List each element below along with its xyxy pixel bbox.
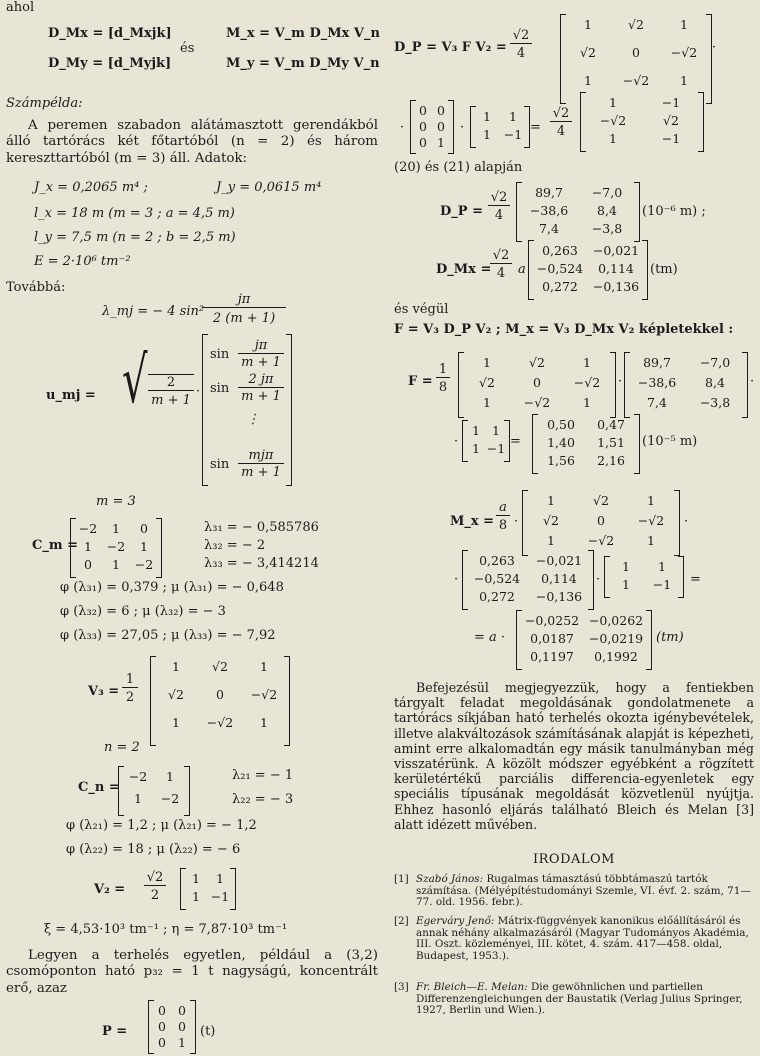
cm-matrix-cell: −2 — [78, 521, 98, 536]
f-m4-cell: 1,40 — [547, 435, 575, 450]
mx-m4-cell: 0,1197 — [530, 649, 574, 664]
lambda21: λ₂₁ = − 1 — [232, 768, 294, 783]
cn-label: C_n = — [78, 780, 120, 795]
my-definition: M_y = V_m D_My V_n — [226, 56, 380, 71]
f-frac-den: 8 — [438, 380, 448, 395]
v3-matrix-cell: 1 — [260, 659, 268, 674]
dp2-m-cell: −38,6 — [529, 203, 569, 218]
f-m3-cell: 1 — [472, 441, 480, 456]
cm-matrix-cell: −2 — [134, 557, 154, 572]
phi33-line: φ (λ₃₃) = 27,05 ; μ (λ₃₃) = − 7,92 — [60, 628, 276, 643]
ly-value: l_y = 7,5 m (n = 2 ; b = 2,5 m) — [34, 230, 236, 245]
phi22-line: φ (λ₂₂) = 18 ; μ (λ₂₂) = − 6 — [66, 842, 241, 857]
cm-label: C_m = — [32, 538, 79, 553]
dp-m4-cell: −1 — [661, 95, 681, 110]
jy-value: J_y = 0,0615 m⁴ — [216, 180, 322, 195]
p-matrix-cell: 0 — [178, 1003, 186, 1018]
dp2-frac-num: √2 — [488, 190, 510, 206]
irodalom-heading: IRODALOM — [533, 852, 615, 867]
tovabba-word: Továbbá: — [6, 280, 66, 295]
dp2-m-cell: −3,8 — [591, 221, 623, 236]
dot-operator: · — [596, 572, 601, 587]
mx-m4-cell: −0,0219 — [588, 631, 644, 646]
reference-text: Mátrix-függvények kanonikus előállításáról és annak néhány alkalmazásáról (Magyar Tudományos Akadémia, III. Oszt. közleményei, III. kötet, 4. szám. 417—458. oldal, Budapest, 1953.). — [416, 915, 749, 962]
cm-matrix-cell: −2 — [106, 539, 126, 554]
v3-matrix-cell: 0 — [216, 687, 224, 702]
v2-label: V₂ = — [94, 882, 126, 897]
p-unit: (t) — [200, 1024, 216, 1039]
lx-value: l_x = 18 m (m = 3 ; a = 4,5 m) — [34, 206, 235, 221]
dp-frac-num: √2 — [510, 28, 532, 44]
f-m4-cell: 0,50 — [547, 417, 575, 432]
mx-m1-cell: 1 — [647, 533, 655, 548]
dp-m1-cell: −√2 — [670, 45, 698, 60]
szampelda-heading: Számpélda: — [6, 96, 83, 111]
cm-matrix-cell: 0 — [84, 557, 92, 572]
mx-m3-cell: 1 — [622, 559, 630, 574]
mx-label: M_x = — [450, 514, 495, 529]
lambda-denominator: 2 (m + 1) — [212, 311, 276, 326]
dp2-m-cell: 7,4 — [539, 221, 559, 236]
dp-m1-cell: 1 — [680, 17, 688, 32]
v3-label: V₃ = — [88, 684, 120, 699]
dot-operator: · — [460, 120, 465, 135]
f-m1-cell: 1 — [583, 355, 591, 370]
lambda-numerator: jπ — [202, 292, 286, 308]
dp2-label: D_P = — [440, 204, 483, 219]
v2-matrix-cell: 1 — [192, 871, 200, 886]
u-row-numerator: jπ — [238, 338, 284, 354]
cm-matrix-cell: 1 — [140, 539, 148, 554]
v3-matrix-cell: −√2 — [206, 715, 234, 730]
mx-m2-cell: −0,136 — [535, 589, 583, 604]
f-equals: = — [510, 434, 521, 449]
mx-frac-den: 8 — [498, 518, 508, 533]
f-m4-cell: 1,56 — [547, 453, 575, 468]
f-m3-cell: 1 — [492, 423, 500, 438]
ahol-word: ahol — [6, 0, 35, 15]
dp-m2-cell: 0 — [437, 103, 445, 118]
lambda-lhs: λ_mj = − 4 sin² — [102, 304, 205, 319]
dmx-unit: (tm) — [650, 262, 678, 277]
mx-m2-cell: 0,114 — [541, 571, 577, 586]
v3-frac-den: 2 — [125, 690, 135, 705]
mx-m4-cell: 0,0187 — [530, 631, 574, 646]
m-equals-3: m = 3 — [96, 494, 136, 509]
mx-frac-num: a — [496, 500, 510, 516]
dmx-frac-num: √2 — [490, 248, 512, 264]
v2-matrix-cell: −1 — [210, 889, 230, 904]
v3-frac-num: 1 — [122, 672, 138, 688]
dp2-m-cell: 8,4 — [597, 203, 617, 218]
v2-matrix-cell: 1 — [192, 889, 200, 904]
lambda32: λ₃₂ = − 2 — [204, 538, 266, 553]
u-row-denominator: m + 1 — [241, 389, 281, 404]
dp-m4-cell: −1 — [661, 131, 681, 146]
mx-m4-cell: −0,0262 — [588, 613, 644, 628]
dp2-m-cell: 89,7 — [535, 185, 563, 200]
dp2-unit: (10⁻⁶ m) ; — [642, 204, 706, 219]
reference-number: [1] — [394, 873, 409, 885]
lambda31: λ₃₁ = − 0,585786 — [204, 520, 319, 535]
v3-matrix-cell: 1 — [260, 715, 268, 730]
p-matrix-cell: 0 — [158, 1035, 166, 1050]
dmx-m-cell: −0,021 — [592, 243, 640, 258]
f-m2-cell: −38,6 — [637, 375, 677, 390]
es-word: és — [180, 41, 195, 56]
reference-author: Szabó János: — [416, 873, 487, 885]
dp-m4-cell: √2 — [663, 113, 679, 128]
p-matrix-cell: 1 — [178, 1035, 186, 1050]
u-lhs: u_mj = — [46, 388, 96, 403]
phi32-line: φ (λ₃₂) = 6 ; μ (λ₃₂) = − 3 — [60, 604, 226, 619]
dp-m4-cell: 1 — [609, 95, 617, 110]
dmx-definition: D_Mx = [d_Mxjk] — [48, 26, 172, 41]
dp-m2-cell: 0 — [419, 135, 427, 150]
es-vegul: és végül — [394, 302, 449, 317]
cn-matrix-cell: 1 — [166, 769, 174, 784]
f-m1-cell: 1 — [483, 395, 491, 410]
f-m1-cell: −√2 — [573, 375, 601, 390]
mx-m1-cell: −√2 — [637, 513, 665, 528]
reference-number: [3] — [394, 981, 409, 993]
phi21-line: φ (λ₂₁) = 1,2 ; μ (λ₂₁) = − 1,2 — [66, 818, 257, 833]
lambda22: λ₂₂ = − 3 — [232, 792, 294, 807]
dp-frac2-num: √2 — [550, 106, 572, 122]
e-value: E = 2·10⁶ tm⁻² — [34, 254, 131, 269]
reference-number: [2] — [394, 915, 409, 927]
dot-operator: · — [196, 384, 201, 399]
p-matrix-cell: 0 — [158, 1003, 166, 1018]
f-m2-cell: 7,4 — [647, 395, 667, 410]
dp-label: D_P = V₃ F V₂ = — [394, 40, 507, 55]
reference-entry — [416, 916, 752, 962]
mx-m1-cell: 1 — [547, 533, 555, 548]
dmx-frac-den: 4 — [496, 266, 506, 281]
formula-line: F = V₃ D_P V₂ ; M_x = V₃ D_Mx V₂ képletekkel : — [394, 322, 734, 337]
phi31-line: φ (λ₃₁) = 0,379 ; μ (λ₃₁) = − 0,648 — [60, 580, 284, 595]
mx-m1-cell: 1 — [647, 493, 655, 508]
mx-m2-cell: −0,524 — [473, 571, 521, 586]
mx-m1-cell: −√2 — [587, 533, 615, 548]
dp-m3-cell: −1 — [503, 127, 523, 142]
v3-matrix-cell: √2 — [168, 687, 184, 702]
mx-unit: (tm) — [656, 630, 684, 645]
f-m2-cell: −7,0 — [699, 355, 731, 370]
dp-frac2-den: 4 — [556, 124, 566, 139]
mx-m1-cell: √2 — [543, 513, 559, 528]
dot-operator: · — [454, 434, 459, 449]
xi-eta-line: ξ = 4,53·10³ tm⁻¹ ; η = 7,87·10³ tm⁻¹ — [44, 922, 288, 937]
mx-m1-cell: 1 — [547, 493, 555, 508]
f-m3-cell: 1 — [472, 423, 480, 438]
f-m1-cell: 1 — [583, 395, 591, 410]
mx-m2-cell: 0,272 — [479, 589, 515, 604]
p-matrix-cell: 0 — [178, 1019, 186, 1034]
dmx-m-cell: 0,114 — [598, 261, 634, 276]
cm-matrix-cell: 1 — [112, 521, 120, 536]
mx-m2-cell: 0,263 — [479, 553, 515, 568]
f-m4-cell: 0,47 — [597, 417, 625, 432]
reference-entry — [416, 874, 752, 909]
u-row-numerator: mjπ — [238, 448, 284, 464]
load-paragraph: Legyen a terhelés egyetlen, például a (3,2) csomóponton ható p₃₂ = 1 t nagyságú, koncentrált erő, azaz — [6, 948, 378, 996]
dp-m1-cell: 0 — [632, 45, 640, 60]
intro-paragraph: A peremen szabadon alátámasztott gerendákból álló tartórács két főtartóból (n = 2) és három kereszttartóból (m = 3) áll. Adatok: — [6, 118, 378, 166]
dmy-definition: D_My = [d_Myjk] — [48, 56, 172, 71]
reference-entry — [416, 982, 752, 1017]
dp2-m-cell: −7,0 — [591, 185, 623, 200]
dp-m1-cell: −√2 — [622, 73, 650, 88]
f-unit: (10⁻⁵ m) — [642, 434, 698, 449]
mx-m2-cell: −0,021 — [535, 553, 583, 568]
f-m1-cell: 1 — [483, 355, 491, 370]
u-row-denominator: m + 1 — [241, 465, 281, 480]
dot-operator: · — [618, 374, 623, 389]
conclusion-paragraph: Befejezésül megjegyezzük, hogy a fentiekben tárgyalt feladat megoldásának gondolatmenete a tartórács síkjában ható terhelés okozta igénybevételek, illetve alakváltozások számításának alapját is képezheti, amint erre alkalomadtán egy másik tanulmányban még visszatérünk. A közölt módszer egyébként a rögzített kerületértékű parciális differencia-egyenletek egy speciális típusának megoldását közvetlenül nyújtja. Ehhez hasonló eljárás található Bleich és Melan [3] alatt idézett művében. — [394, 680, 754, 832]
u-row-numerator: 2 jπ — [238, 372, 284, 388]
u-row-sin: sin — [210, 381, 230, 396]
dmx-m-cell: 0,263 — [542, 243, 578, 258]
dp-m3-cell: 1 — [509, 109, 517, 124]
dp-m4-cell: 1 — [609, 131, 617, 146]
cn-matrix-cell: 1 — [134, 791, 142, 806]
p-label: P = — [102, 1024, 128, 1039]
u-row-sin: sin — [210, 347, 230, 362]
u-row-sin: sin — [210, 457, 230, 472]
mx-m4-cell: 0,1992 — [594, 649, 638, 664]
v2-matrix-cell: 1 — [216, 871, 224, 886]
mx-definition: M_x = V_m D_Mx V_n — [226, 26, 380, 41]
mx-m3-cell: −1 — [652, 577, 672, 592]
f-m2-cell: 89,7 — [643, 355, 671, 370]
f-m4-cell: 2,16 — [597, 453, 625, 468]
sqrt-sign: √ — [122, 344, 148, 418]
u-root-denominator: m + 1 — [151, 393, 191, 408]
mx-m3-cell: 1 — [658, 559, 666, 574]
f-frac-num: 1 — [436, 362, 450, 378]
dp-frac-den: 4 — [516, 46, 526, 61]
cm-matrix-cell: 1 — [84, 539, 92, 554]
v2-frac-den: 2 — [150, 888, 160, 903]
dp-m2-cell: 0 — [437, 119, 445, 134]
jx-value: J_x = 0,2065 m⁴ ; — [34, 180, 148, 195]
mx-m4-cell: −0,0252 — [524, 613, 580, 628]
dmx-m-cell: −0,524 — [536, 261, 584, 276]
dot-operator: · — [750, 374, 755, 389]
cm-matrix-cell: 0 — [140, 521, 148, 536]
dp-m1-cell: 1 — [584, 17, 592, 32]
u-root-numerator: 2 — [148, 374, 194, 391]
f-label: F = — [408, 374, 433, 389]
v3-matrix-cell: 1 — [172, 659, 180, 674]
f-m4-cell: 1,51 — [597, 435, 625, 450]
dp-m1-cell: 1 — [680, 73, 688, 88]
f-m2-cell: 8,4 — [705, 375, 725, 390]
dp-m2-cell: 1 — [437, 135, 445, 150]
v3-matrix-cell: −√2 — [250, 687, 278, 702]
cn-matrix-cell: −2 — [128, 769, 148, 784]
dp-m3-cell: 1 — [483, 109, 491, 124]
reference-text: Die gewöhnlichen und partiellen Differenzengleichungen der Baustatik (Verlag Julius Springer, 1927, Berlin und Wien.). — [416, 981, 743, 1017]
dot-operator: · — [454, 572, 459, 587]
basis-line: (20) és (21) alapján — [394, 160, 523, 175]
cn-matrix-cell: −2 — [160, 791, 180, 806]
f-m1-cell: 0 — [533, 375, 541, 390]
v3-matrix-cell: √2 — [212, 659, 228, 674]
dp-m4-cell: −√2 — [599, 113, 627, 128]
dp-m1-cell: √2 — [628, 17, 644, 32]
dmx-a: a — [518, 262, 526, 277]
p-matrix-cell: 0 — [158, 1019, 166, 1034]
f-m2-cell: −3,8 — [699, 395, 731, 410]
v3-matrix-cell: 1 — [172, 715, 180, 730]
dmx-m-cell: −0,136 — [592, 279, 640, 294]
dp-m1-cell: 1 — [584, 73, 592, 88]
dmx-label: D_Mx = — [436, 262, 492, 277]
n-equals-2: n = 2 — [104, 740, 140, 755]
f-m1-cell: −√2 — [523, 395, 551, 410]
f-m1-cell: √2 — [479, 375, 495, 390]
f-m3-cell: −1 — [486, 441, 506, 456]
dp-m1-cell: √2 — [580, 45, 596, 60]
mx-m1-cell: 0 — [597, 513, 605, 528]
v2-frac-num: √2 — [144, 870, 166, 886]
mx-m1-cell: √2 — [593, 493, 609, 508]
mx-m3-cell: 1 — [622, 577, 630, 592]
dot-operator: · — [400, 120, 405, 135]
dp-m3-cell: 1 — [483, 127, 491, 142]
u-row-numerator: ⋮ — [246, 412, 260, 427]
dp2-frac-den: 4 — [494, 208, 504, 223]
reference-author: Egerváry Jenő: — [416, 915, 498, 927]
mx-equals: = — [690, 572, 701, 587]
dot-operator: · — [514, 514, 519, 529]
cm-matrix-cell: 1 — [112, 557, 120, 572]
f-m1-cell: √2 — [529, 355, 545, 370]
mx-result-lhs: = a · — [474, 630, 506, 645]
dp-equals: = — [530, 120, 541, 135]
dp-m2-cell: 0 — [419, 103, 427, 118]
u-row-denominator: m + 1 — [241, 355, 281, 370]
lambda33: λ₃₃ = − 3,414214 — [204, 556, 319, 571]
reference-text: Rugalmas támasztású többtámaszú tartók számítása. (Mélyépítéstudományi Szemle, VI. évf. 2. szám, 71—77. old. 1956. febr.). — [416, 873, 751, 909]
dp-m2-cell: 0 — [419, 119, 427, 134]
dot-operator: · — [684, 514, 689, 529]
reference-author: Fr. Bleich—E. Melan: — [416, 981, 531, 993]
dmx-m-cell: 0,272 — [542, 279, 578, 294]
dot-operator: · — [712, 40, 717, 55]
